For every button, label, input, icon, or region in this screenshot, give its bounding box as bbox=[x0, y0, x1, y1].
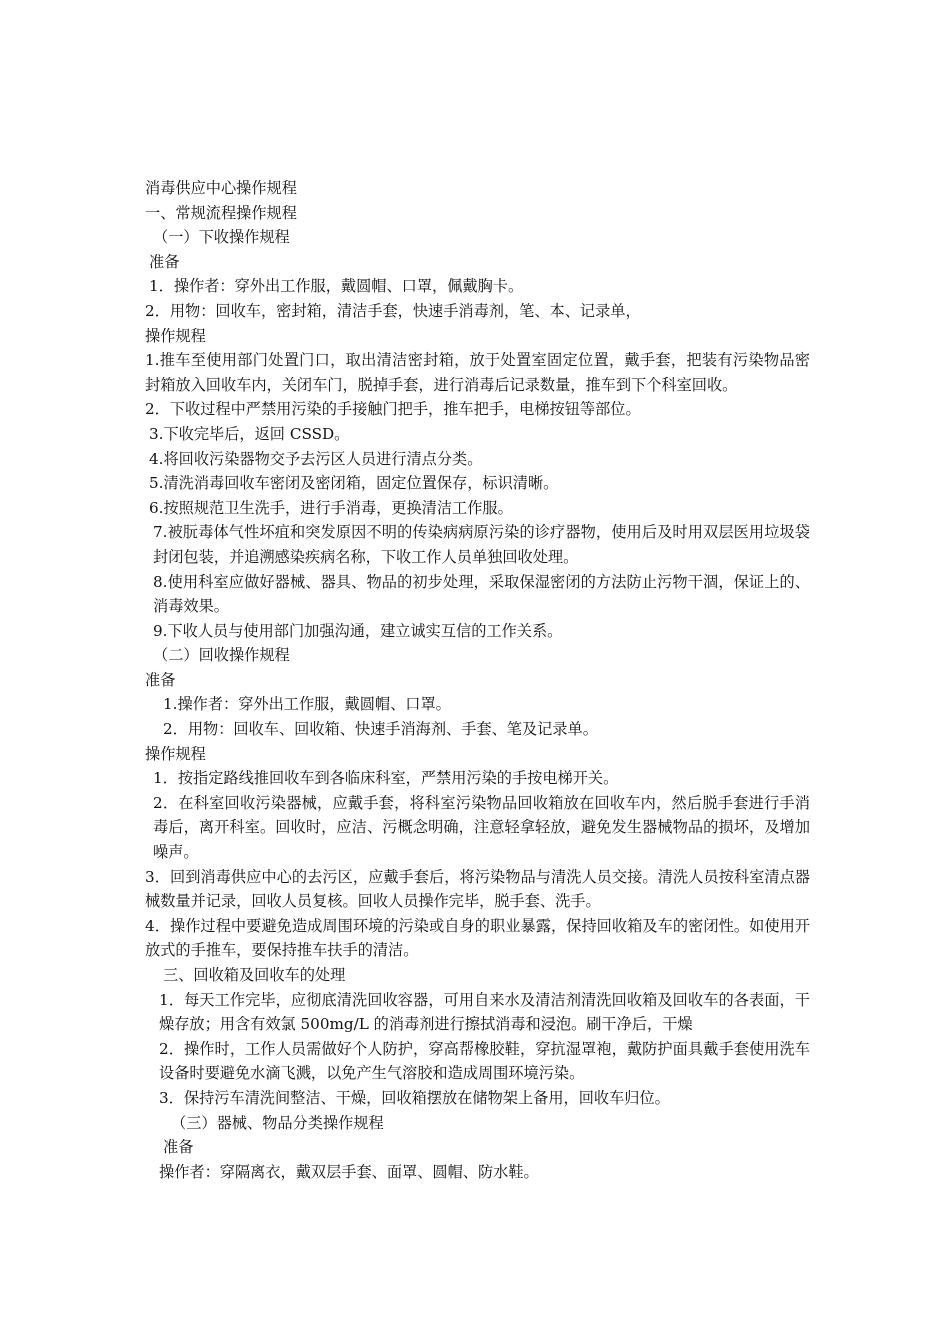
list-item: 3．保持污车清洗间整洁、干燥，回收箱摆放在储物架上备用，回收车归位。 bbox=[159, 1088, 670, 1107]
section-heading: 三、回收箱及回收车的处理 bbox=[163, 966, 346, 984]
list-item: 9.下收人员与使用部门加强沟通，建立诚实互信的工作关系。 bbox=[153, 621, 563, 640]
list-item: 7.被朊毒体气性坏疽和突发原因不明的传染病病原污染的诊疗器物，使用后及时用双层医用垃圾袋封闭包装，并追溯感染疾病名称，下收工作人员单独回收处理。 bbox=[153, 523, 810, 566]
subsection-heading: （三）器械、物品分类操作规程 bbox=[171, 1113, 384, 1132]
list-item: 1．每天工作完毕，应彻底清洗回收容器，可用自来水及清洁剂清洗回收箱及回收车的各表面，干燥存放；用含有效氯 500mg/L 的消毒剂进行擦拭消毒和浸泡。刷干净后，干燥 bbox=[159, 990, 810, 1034]
list-item: 4.将回收污染器物交予去污区人员进行清点分类。 bbox=[149, 449, 483, 468]
label-prepare: 准备 bbox=[145, 670, 176, 689]
list-item: 5.清洗消毒回收车密闭及密闭箱，固定位置保存，标识清晰。 bbox=[149, 474, 559, 493]
list-item: 操作者：穿隔离衣，戴双层手套、面罩、圆帽、防水鞋。 bbox=[159, 1162, 539, 1181]
list-item: 2．用物：回收车、回收箱、快速手消海剂、手套、笔及记录单。 bbox=[163, 720, 598, 739]
label-procedure: 操作规程 bbox=[145, 744, 206, 763]
list-item: 2．在科室回收污染器械，应戴手套，将科室污染物品回收箱放在回收车内，然后脱手套进行手消毒后，离开科室。回收时，应洁、污概念明确，注意轻拿轻放，避免发生器械物品的损坏，及增加噪声。 bbox=[153, 793, 810, 862]
list-item: 2．用物：回收车，密封箱，清洁手套，快速手消毒剂，笔、本、记录单， bbox=[145, 301, 641, 320]
section-heading: 一、常规流程操作规程 bbox=[145, 203, 297, 222]
list-item: 2．下收过程中严禁用污染的手接触门把手，推车把手，电梯按钮等部位。 bbox=[145, 400, 641, 419]
list-item: 4．操作过程中要避免造成周围环境的污染或自身的职业暴露，保持回收箱及车的密闭性。如使用开放式的手推车，要保持推车扶手的清洁。 bbox=[145, 916, 810, 960]
list-item: 1．按指定路线推回收车到各临床科室，严禁用污染的手按电梯开关。 bbox=[153, 769, 619, 788]
list-item: 1.推车至使用部门处置门口，取出清洁密封箱，放于处置室固定位置，戴手套，把装有污染物品密封箱放入回收车内，关闭车门，脱掉手套，进行消毒后记录数量，推车到下个科室回收。 bbox=[145, 351, 810, 394]
document-title: 消毒供应中心操作规程 bbox=[145, 179, 297, 197]
subsection-heading: （二）回收操作规程 bbox=[153, 646, 290, 665]
list-item: 3．回到消毒供应中心的去污区，应戴手套后，将污染物品与清洗人员交接。清洗人员按科室清点器械数量并记录，回收人员复核。回收人员操作完毕，脱手套、洗手。 bbox=[145, 867, 810, 911]
list-item: 6.按照规范卫生洗手，进行手消毒，更换清洁工作服。 bbox=[149, 498, 513, 517]
label-procedure: 操作规程 bbox=[145, 326, 206, 345]
list-item: 3.下收完毕后，返回 CSSD。 bbox=[149, 424, 350, 443]
list-item: 8.使用科室应做好器械、器具、物品的初步处理，采取保湿密闭的方法防止污物干涸，保证上的、消毒效果。 bbox=[153, 572, 810, 616]
list-item: 1.操作者：穿外出工作服，戴圆帽、口罩。 bbox=[163, 695, 451, 714]
label-prepare: 准备 bbox=[163, 1138, 194, 1157]
list-item: 2．操作时，工作人员需做好个人防护，穿高帮橡胶鞋，穿抗湿罩袍，戴防护面具戴手套使用洗车设备时要避免水滴飞溅，以免产生气溶胶和造成周围环境污染。 bbox=[159, 1039, 810, 1083]
subsection-heading: （一）下收操作规程 bbox=[153, 228, 290, 247]
document-body bbox=[145, 176, 810, 1184]
label-prepare: 准备 bbox=[149, 252, 180, 271]
list-item: 1．操作者：穿外出工作服，戴圆帽、口罩，佩戴胸卡。 bbox=[149, 277, 524, 296]
